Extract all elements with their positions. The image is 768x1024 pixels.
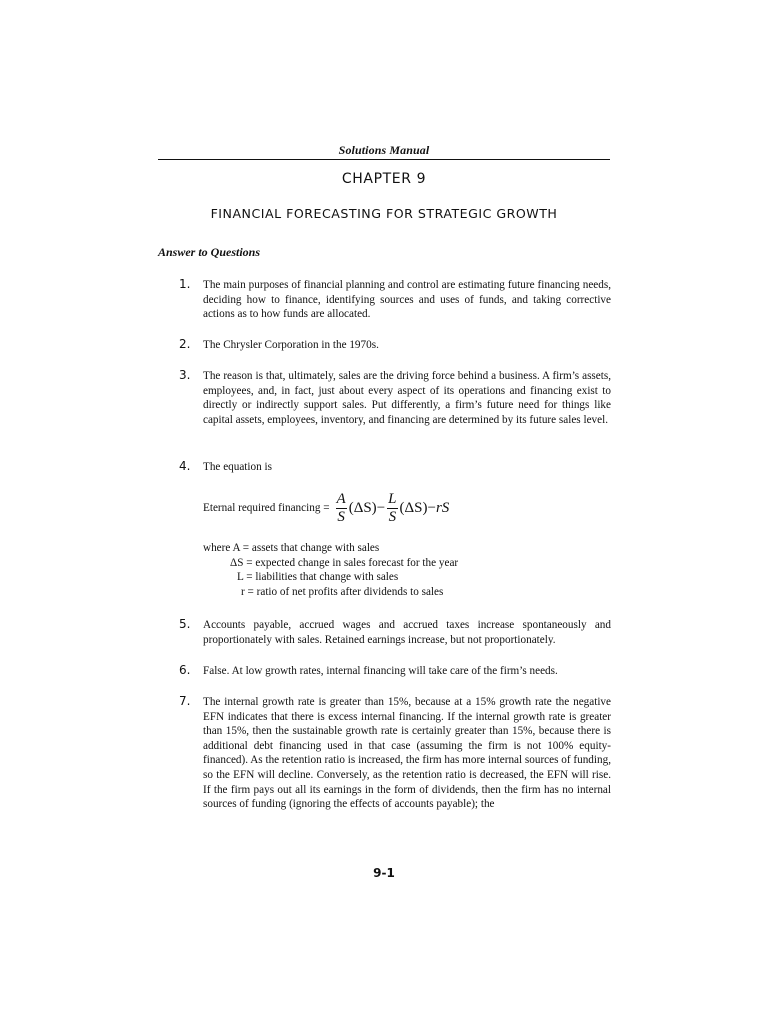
answer-4: [179, 460, 611, 475]
definition-r: r = ratio of net profits after dividends to sales: [241, 585, 444, 598]
variable-definitions: [203, 541, 458, 599]
minus-sign: −: [376, 499, 386, 516]
answer-text: The equation is: [203, 461, 272, 473]
answer-number: 7.: [179, 694, 191, 708]
fraction-l-over-s: [387, 491, 397, 526]
answer-2: [179, 338, 611, 353]
chapter-title: FINANCIAL FORECASTING FOR STRATEGIC GROWTH: [210, 206, 558, 221]
definition-a: where A = assets that change with sales: [203, 542, 380, 554]
answer-number: 1.: [179, 277, 191, 291]
page-number: 9-1: [373, 866, 395, 880]
rs-term: rS: [435, 499, 450, 516]
definition-delta-s: ΔS = expected change in sales forecast for the year: [230, 556, 459, 569]
answer-number: 3.: [179, 368, 191, 382]
answer-number: 5.: [179, 617, 191, 631]
numerator-l: L: [388, 490, 397, 507]
denominator-s: S: [388, 508, 397, 525]
answer-number: 2.: [179, 337, 191, 351]
minus-sign: −: [427, 499, 436, 516]
delta-s-term: (ΔS): [399, 499, 428, 516]
section-heading: Answer to Questions: [158, 245, 261, 259]
answer-6: [179, 664, 611, 679]
efn-formula: [203, 486, 449, 530]
definition-l: L = liabilities that change with sales: [237, 571, 399, 584]
formula-expression: [334, 491, 450, 526]
answer-text: The main purposes of financial planning and control are estimating future financing needs, deciding how to finance, identifying sources and uses of funds, and taking corrective actions as to how funds are allocated.: [203, 279, 611, 321]
answer-text: Accounts payable, accrued wages and accrued taxes increase spontaneously and proportionately with sales. Retained earnings increase, but not proportionately.: [203, 619, 611, 646]
denominator-s: S: [337, 508, 345, 525]
answer-text: The internal growth rate is greater than 15%, because at a 15% growth rate the negative EFN indicates that there is excess internal financing. If the internal growth rate is greater than 15%, then the sustainable growth rate is certainly greater than 15%, because there is additional debt financing used in that case (assuming the firm is not 100% equity-financed). As the retention ratio is increased, the firm has more internal sources of funding, so the EFN will decline. Conversely, as the retention ratio is decreased, the EFN will rise. If the firm pays out all its earnings in the form of dividends, then the firm has no internal sources of funding (ignoring the effects of accounts payable); the: [203, 696, 611, 811]
delta-s-term: (ΔS): [348, 499, 377, 516]
header-rule: [158, 159, 610, 160]
fraction-a-over-s: [336, 491, 347, 526]
answer-text: The reason is that, ultimately, sales are the driving force behind a business. A firm’s assets, employees, and, in fact, just about every aspect of its operations and financing exist to directly or indirectly support sales. Put differently, a firm’s future need for things like capital assets, employees, inventory, and financing are determined by its future sales level.: [203, 370, 611, 426]
chapter-label: CHAPTER 9: [341, 171, 427, 187]
answer-text: False. At low growth rates, internal financing will take care of the firm’s needs.: [203, 665, 558, 677]
answer-number: 6.: [179, 663, 191, 677]
answer-3: [179, 369, 611, 427]
answer-text: The Chrysler Corporation in the 1970s.: [203, 339, 379, 351]
numerator-a: A: [336, 490, 346, 507]
answer-7: [179, 695, 611, 812]
answer-number: 4.: [179, 459, 191, 473]
running-header: Solutions Manual: [338, 143, 430, 157]
answer-5: [179, 618, 611, 647]
answer-1: [179, 278, 611, 322]
formula-label: Eternal required financing =: [203, 502, 330, 514]
